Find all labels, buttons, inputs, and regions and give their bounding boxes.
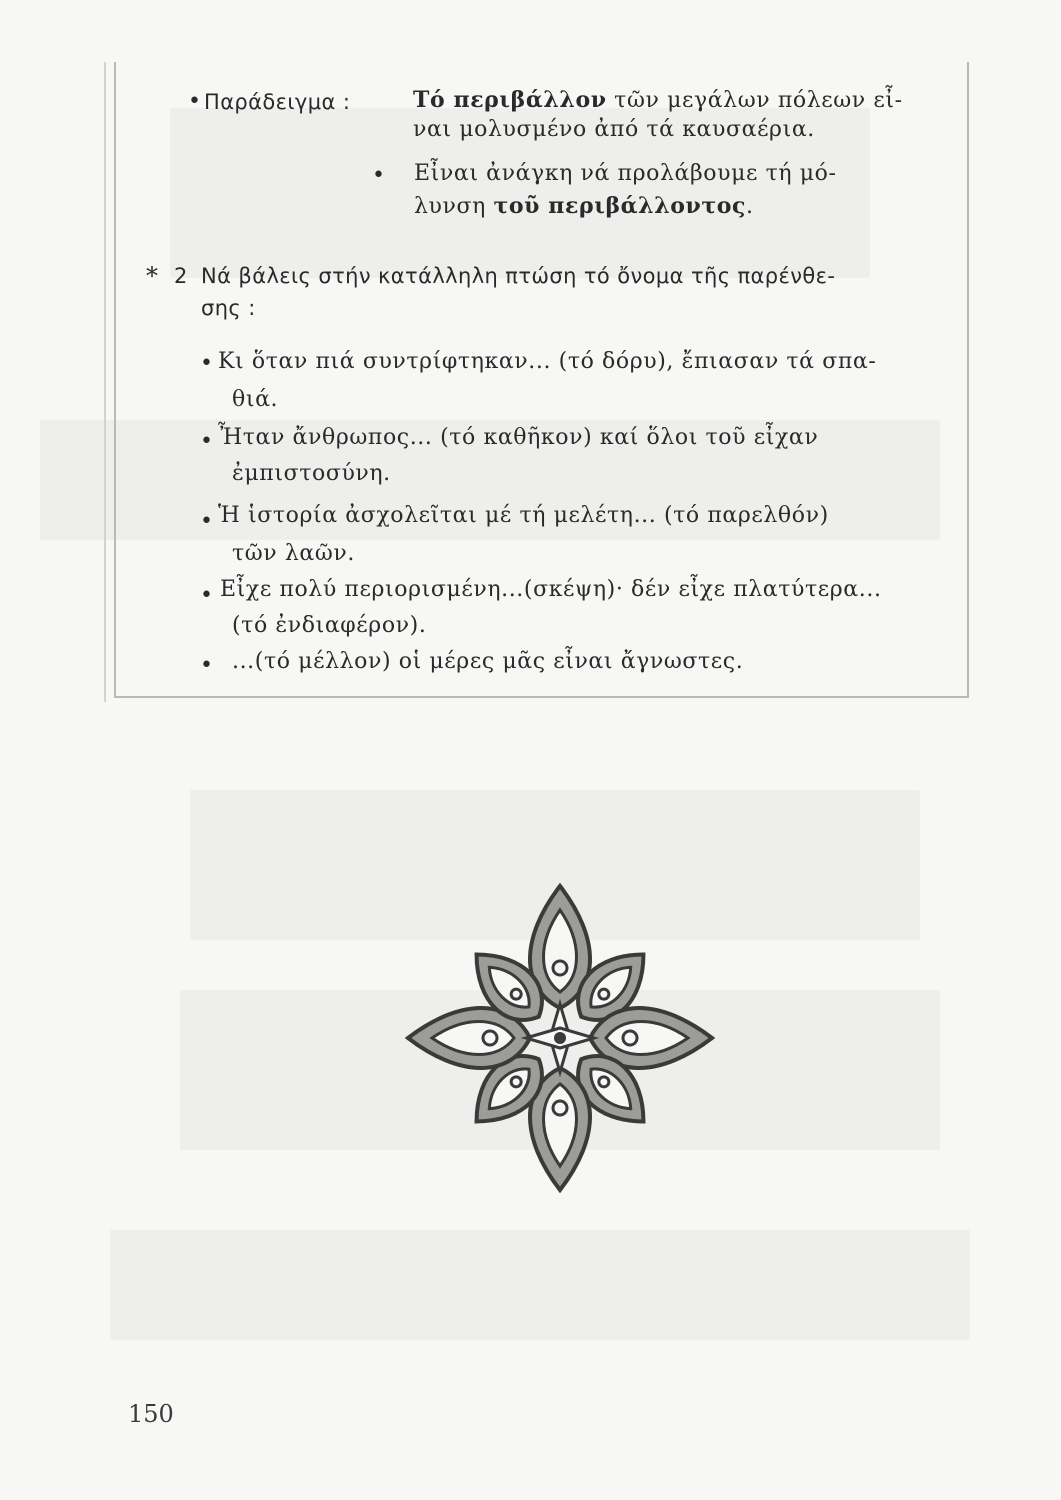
item-2-line-2: ἐμπιστοσύνη. (232, 461, 391, 486)
box-left-rule (104, 62, 106, 702)
example-label: Παράδειγμα : (204, 90, 351, 114)
example-line-2: ναι μολυσμένο ἀπό τά καυσαέρια. (413, 117, 815, 142)
exercise-number: 2 (174, 264, 188, 288)
item-1-line-2: θιά. (232, 387, 279, 412)
example-text: . (746, 194, 754, 219)
item-3-line-1: Ἡ ἱστορία ἀσχολεῖται μέ τή μελέτη... (τό παρελθόν) (218, 503, 829, 528)
star-flower-ornament-icon (400, 878, 720, 1198)
example-bold-term: τοῦ περιβάλλοντος (493, 193, 747, 219)
item-4-line-2: (τό ἐνδιαφέρον). (232, 613, 427, 638)
example-line-3: Εἶναι ἀνάγκη νά προλάβουμε τή μό- (414, 161, 837, 186)
example-line-4 (414, 192, 754, 221)
example-text: λυνση (414, 194, 494, 219)
bullet: • (372, 163, 385, 188)
bullet: • (200, 351, 213, 376)
exercise-instruction-line-2: σης : (201, 296, 256, 320)
bullet: • (188, 89, 201, 114)
bullet: • (200, 429, 213, 454)
bullet: • (200, 509, 213, 534)
example-text: τῶν μεγάλων πόλεων εἶ- (606, 88, 903, 113)
item-4-line-1: Εἶχε πολύ περιορισμένη...(σκέψη)· δέν εἶχε πλατύτερα... (220, 577, 882, 602)
item-1-line-1: Κι ὅταν πιά συντρίφτηκαν... (τό δόρυ), ἔπιασαν τά σπα- (218, 349, 877, 374)
example-bold-term: Τό περιβάλλον (413, 87, 607, 113)
item-2-line-1: Ἦταν ἄνθρωπος... (τό καθῆκον) καί ὅλοι τοῦ εἶχαν (218, 425, 819, 450)
exercise-marker: * (146, 262, 158, 290)
bleed-through-shade (110, 1230, 970, 1340)
example-line-1 (413, 86, 903, 115)
page-number: 150 (128, 1400, 174, 1428)
item-5-line-1: ...(τό μέλλον) οἱ μέρες μᾶς εἶναι ἄγνωστες. (232, 649, 744, 674)
bullet: • (200, 653, 213, 678)
bullet: • (200, 583, 213, 608)
exercise-instruction-line-1: Νά βάλεις στήν κατάλληλη πτώση τό ὄνομα τῆς παρένθε- (201, 264, 836, 288)
item-3-line-2: τῶν λαῶν. (232, 541, 355, 566)
